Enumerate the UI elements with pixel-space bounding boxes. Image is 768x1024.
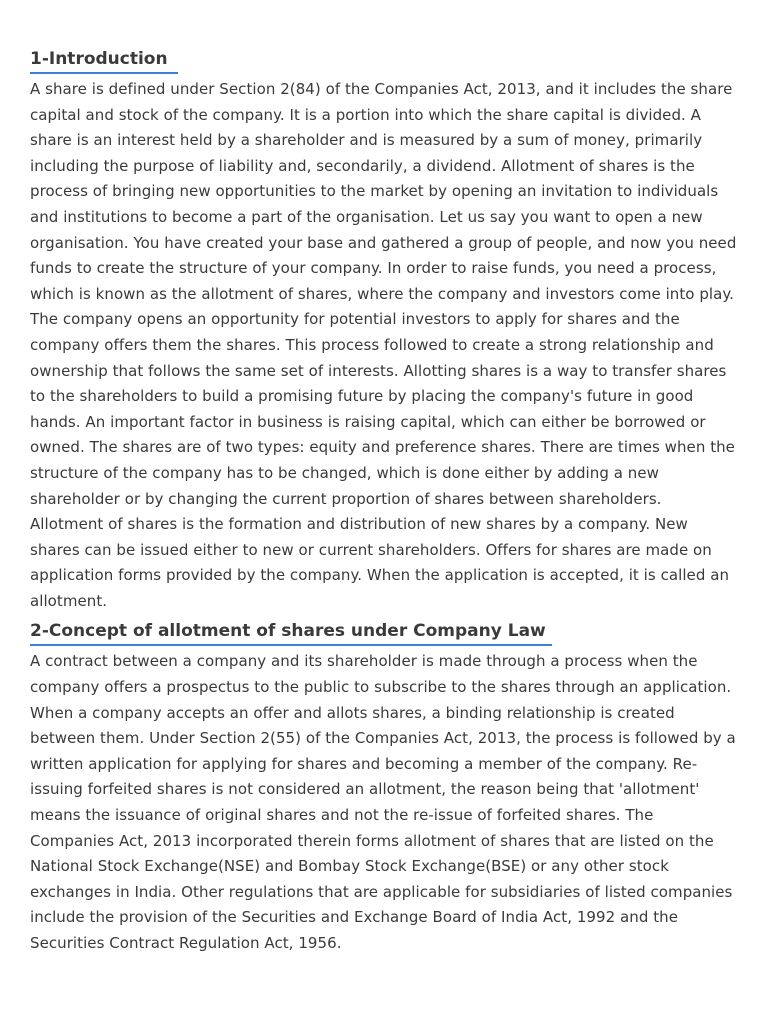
section-heading-concept-of-allotment: 2-Concept of allotment of shares under Company Law — [30, 618, 552, 646]
section-introduction — [30, 46, 738, 614]
section-concept-of-allotment — [30, 618, 738, 956]
paragraph-introduction: A share is defined under Section 2(84) of the Companies Act, 2013, and it includes the share capital and stock of the company. It is a portion into which the share capital is divided. A share is an interest held by a shareholder and is measured by a sum of money, primarily including the purpose of liability and, secondarily, a dividend. Allotment of shares is the process of bringing new opportunities to the market by opening an invitation to individuals and institutions to become a part of the organisation. Let us say you want to open a new organisation. You have created your base and gathered a group of people, and now you need funds to create the structure of your company. In order to raise funds, you need a process, which is known as the allotment of shares, where the company and investors come into play. The company opens an opportunity for potential investors to apply for shares and the company offers them the shares. This process followed to create a strong relationship and ownership that follows the same set of interests. Allotting shares is a way to transfer shares to the shareholders to build a promising future by placing the company's future in good hands. An important factor in business is raising capital, which can either be borrowed or owned. The shares are of two types: equity and preference shares. There are times when the structure of the company has to be changed, which is done either by adding a new shareholder or by changing the current proportion of shares between shareholders. Allotment of shares is the formation and distribution of new shares by a company. New shares can be issued either to new or current shareholders. Offers for shares are made on application forms provided by the company. When the application is accepted, it is called an allotment. — [30, 80, 737, 610]
paragraph-concept-of-allotment: A contract between a company and its shareholder is made through a process when the company offers a prospectus to the public to subscribe to the shares through an application. When a company accepts an offer and allots shares, a binding relationship is created between them. Under Section 2(55) of the Companies Act, 2013, the process is followed by a written application for applying for shares and becoming a member of the company. Re-issuing forfeited shares is not considered an allotment, the reason being that 'allotment' means the issuance of original shares and not the re-issue of forfeited shares. The Companies Act, 2013 incorporated therein forms allotment of shares that are listed on the National Stock Exchange(NSE) and Bombay Stock Exchange(BSE) or any other stock exchanges in India. Other regulations that are applicable for subsidiaries of listed companies include the provision of the Securities and Exchange Board of India Act, 1992 and the Securities Contract Regulation Act, 1956. — [30, 652, 736, 952]
section-heading-introduction: 1-Introduction — [30, 46, 178, 74]
